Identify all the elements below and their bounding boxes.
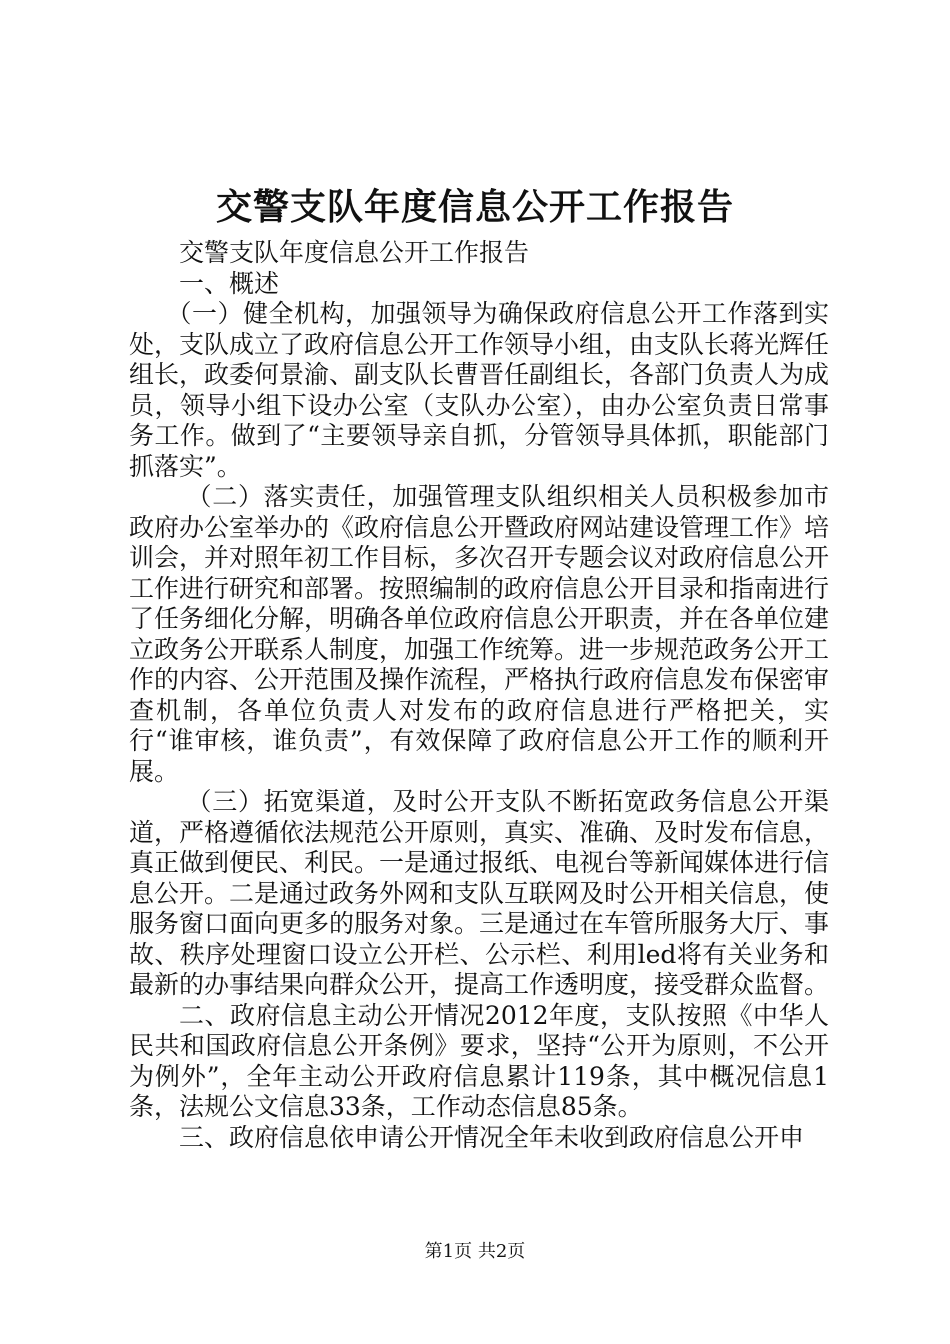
paragraph-organization: （一）健全机构，加强领导为确保政府信息公开工作落到实处，支队成立了政府信息公开工作领导小组，由支队长蒋光辉任组长，政委何景渝、副支队长曹晋任副组长，各部门负责人为成员，领导小组下设办公室（支队办公室），由办公室负责日常事务工作。做到了“主要领导亲自抓，分管领导具体抓，职能部门抓落实”。 <box>129 299 830 481</box>
paragraph-active-disclosure: 二、政府信息主动公开情况2012年度，支队按照《中华人民共和国政府信息公开条例》要求，坚持“公开为原则，不公开为例外”，全年主动公开政府信息累计119条，其中概况信息1条，法规公文信息33条，工作动态信息85条。 <box>129 1000 829 1121</box>
section-heading-overview: 一、概述 <box>179 268 280 298</box>
paragraph-application-disclosure: 三、政府信息依申请公开情况全年未收到政府信息公开申 <box>179 1122 805 1152</box>
page-footer: 第1页 共2页 <box>424 1241 526 1262</box>
subtitle-paragraph: 交警支队年度信息公开工作报告 <box>179 238 530 267</box>
paragraph-responsibility: （二）落实责任，加强管理支队组织相关人员积极参加市政府办公室举办的《政府信息公开暨政府网站建设管理工作》培训会，并对照年初工作目标，多次召开专题会议对政府信息公开工作进行研究和部署。按照编制的政府信息公开目录和指南进行了任务细化分解，明确各单位政府信息公开职责，并在各单位建立政务公开联系人制度，加强工作统筹。进一步规范政务公开工作的内容、公开范围及操作流程，严格执行政府信息发布保密审查机制，各单位负责人对发布的政府信息进行严格把关，实行“谁审核，谁负责”，有效保障了政府信息公开工作的顺利开展。 <box>129 482 830 786</box>
paragraph-channels: （三）拓宽渠道，及时公开支队不断拓宽政务信息公开渠道，严格遵循依法规范公开原则，真实、准确、及时发布信息，真正做到便民、利民。一是通过报纸、电视台等新闻媒体进行信息公开。二是通过政务外网和支队互联网及时公开相关信息，使服务窗口面向更多的服务对象。三是通过在车管所服务大厅、事故、秩序处理窗口设立公开栏、公示栏、利用led将有关业务和最新的办事结果向群众公开，提高工作透明度，接受群众监督。 <box>129 787 830 999</box>
document-title: 交警支队年度信息公开工作报告 <box>215 186 734 228</box>
document-body <box>129 238 829 1153</box>
